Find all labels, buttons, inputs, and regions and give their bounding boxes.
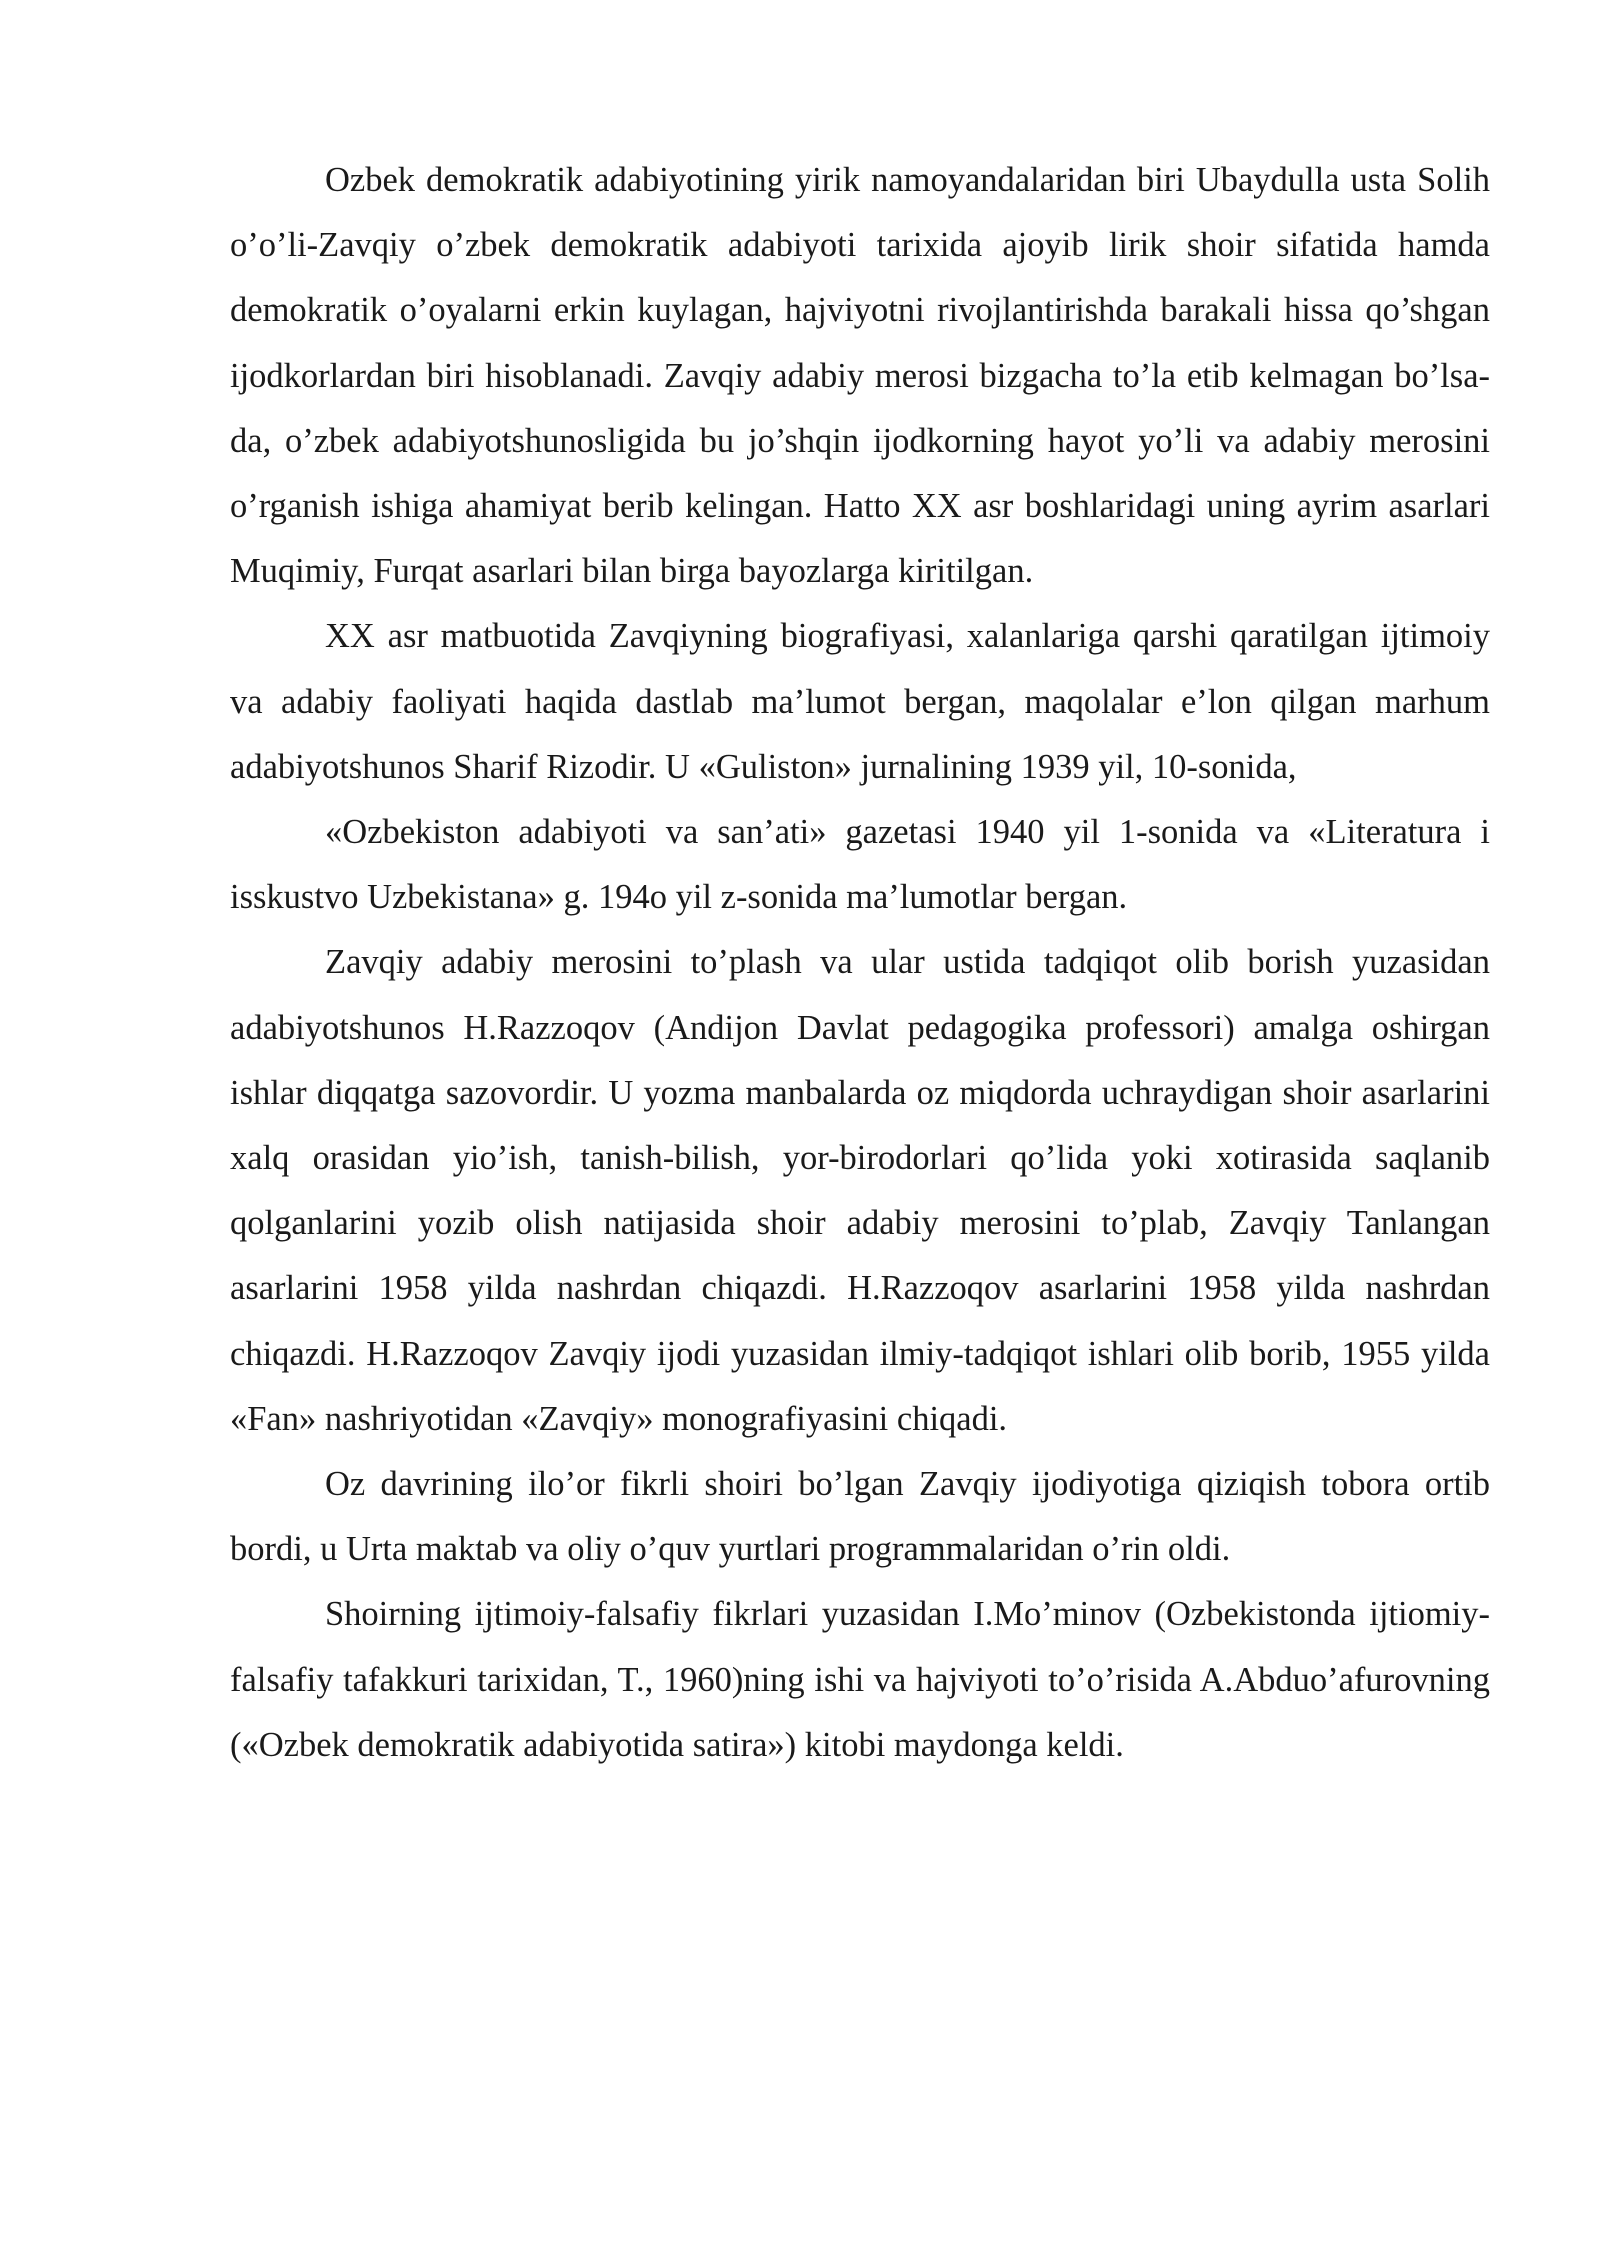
paragraph-3: «Ozbekiston adabiyoti va san’ati» gazetasi 1940 yil 1-sonida va «Literatura i isskustvo Uzbekistana» g. 194o yil z-sonida ma’lumotlar bergan.	[230, 813, 1490, 917]
paragraph-1: Ozbek demokratik adabiyotining yirik namoyandalaridan biri Ubaydulla usta Solih o’o’li-Zavqiy o’zbek demokratik adabiyoti tarixida ajoyib lirik shoir sifatida hamda demokratik o’oyalarni erkin kuylagan, hajviyotni rivojlantirishda barakali hissa qo’shgan ijodkorlardan biri hisoblanadi. Zavqiy adabiy merosi bizgacha to’la etib kelmagan bo’lsa-da, o’zbek adabiyotshunosligida bu jo’shqin ijodkorning hayot yo’li va adabiy merosini o’rganish ishiga ahamiyat berib kelingan. Hatto XX asr boshlaridagi uning ayrim asarlari Muqimiy, Furqat asarlari bilan birga bayozlarga kiritilgan.	[230, 161, 1490, 591]
document-body	[230, 148, 1490, 1778]
paragraph-5: Oz davrining ilo’or fikrli shoiri bo’lgan Zavqiy ijodiyotiga qiziqish tobora ortib bordi, u Urta maktab va oliy o’quv yurtlari programmalaridan o’rin oldi.	[230, 1465, 1490, 1569]
paragraph-4: Zavqiy adabiy merosini to’plash va ular ustida tadqiqot olib borish yuzasidan adabiyotshunos H.Razzoqov (Andijon Davlat pedagogika professori) amalga oshirgan ishlar diqqatga sazovordir. U yozma manbalarda oz miqdorda uchraydigan shoir asarlarini xalq orasidan yio’ish, tanish-bilish, yor-birodorlari qo’lida yoki xotirasida saqlanib qolganlarini yozib olish natijasida shoir adabiy merosini to’plab, Zavqiy Tanlangan asarlarini 1958 yilda nashrdan chiqazdi. H.Razzoqov asarlarini 1958 yilda nashrdan chiqazdi. H.Razzoqov Zavqiy ijodi yuzasidan ilmiy-tadqiqot ishlari olib borib, 1955 yilda «Fan» nashriyotidan «Zavqiy» monografiyasini chiqadi.	[230, 943, 1490, 1438]
paragraph-6: Shoirning ijtimoiy-falsafiy fikrlari yuzasidan I.Mo’minov (Ozbekistonda ijtiomiy-falsafiy tafakkuri tarixidan, T., 1960)ning ishi va hajviyoti to’o’risida A.Abduo’afurovning («Ozbek demokratik adabiyotida satira») kitobi maydonga keldi.	[230, 1595, 1490, 1764]
paragraph-2: XX asr matbuotida Zavqiyning biografiyasi, xalanlariga qarshi qaratilgan ijtimoiy va adabiy faoliyati haqida dastlab ma’lumot bergan, maqolalar e’lon qilgan marhum adabiyotshunos Sharif Rizodir. U «Guliston» jurnalining 1939 yil, 10-sonida,	[230, 617, 1490, 786]
